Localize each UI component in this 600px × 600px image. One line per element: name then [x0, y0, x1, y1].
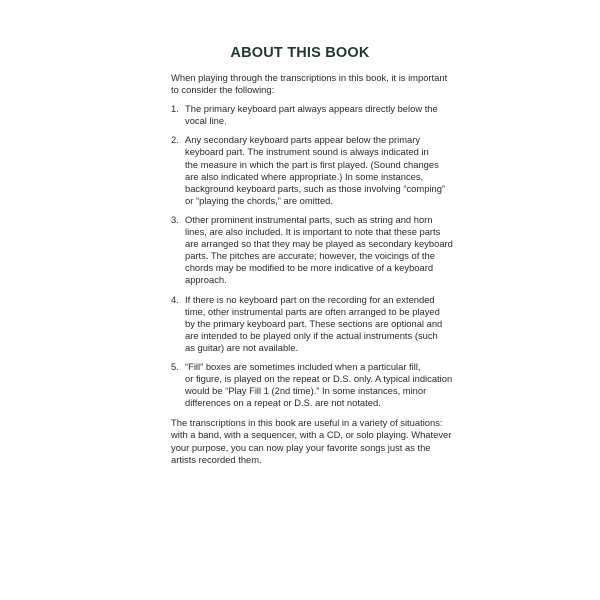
list-item — [171, 214, 456, 287]
list-item — [171, 294, 456, 354]
closing-paragraph: The transcriptions in this book are useful in a variety of situations: with a band, with a sequencer, with a CD, or solo playing. Whatever your purpose, you can now play your favorite songs just as the artists recorded them. — [171, 417, 452, 465]
list-item-number: 5. — [171, 360, 179, 372]
list-item-text: If there is no keyboard part on the recording for an extended time, other instrumental parts are often arranged to be played by the primary keyboard part. These sections are optional and are intended to be played only if the actual instruments (such as guitar) are not available. — [185, 293, 443, 353]
list-item-text: The primary keyboard part always appears directly below the vocal line. — [185, 103, 438, 127]
list-item — [171, 134, 456, 207]
considerations-list — [171, 103, 456, 409]
list-item-number: 4. — [171, 293, 179, 305]
page-title: ABOUT THIS BOOK — [230, 45, 370, 61]
list-item-number: 3. — [171, 213, 179, 225]
page-content — [171, 72, 456, 466]
list-item-number: 2. — [171, 134, 179, 146]
list-item — [171, 361, 456, 409]
list-item-text: Other prominent instrumental parts, such as string and horn lines, are also included. It is important to note that these parts are arranged so that they may be played as secondary keyboard parts. The pitches are accurate; however, the voicings of the chords may be modified to be more indicative of a keyboard approach. — [185, 213, 453, 286]
list-item-text: “Fill” boxes are sometimes included when a particular fill, or figure, is played on the repeat or D.S. only. A typical indication would be “Play Fill 1 (2nd time).” In some instances, minor differences on a repeat or D.S. are not notated. — [185, 360, 453, 409]
list-item — [171, 103, 456, 127]
list-item-text: Any secondary keyboard parts appear below the primary keyboard part. The instrument sound is always indicated in the measure in which the part is first played. (Sound changes are also indicated where appropriate.) In some instances, background keyboard parts, such as those involving “comping” or “playing the chords,” are omitted. — [185, 134, 446, 206]
intro-paragraph: When playing through the transcriptions in this book, it is important to consider the following: — [171, 72, 448, 96]
list-item-number: 1. — [171, 103, 179, 115]
